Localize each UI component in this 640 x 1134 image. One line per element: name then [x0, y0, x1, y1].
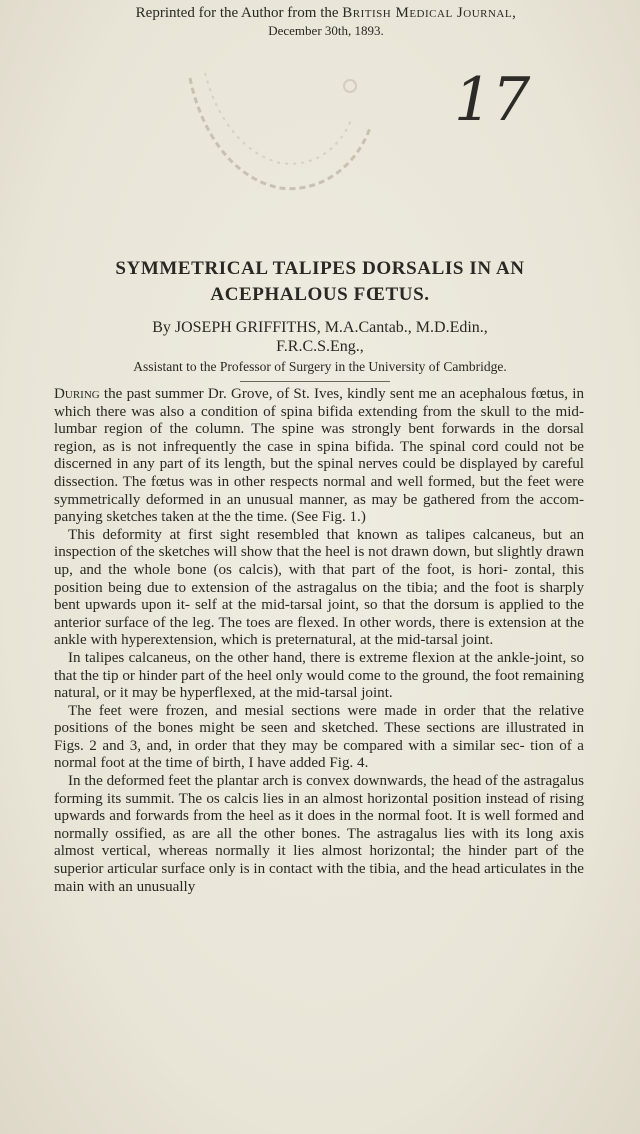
divider-rule	[240, 381, 390, 382]
handwritten-number	[452, 58, 531, 138]
paragraph-2: This deformity at first sight resembled that known as talipes calcaneus, but an inspection of the sketches will show that the heel is not drawn down, but slightly drawn up, and the whole bone (os calcis), with that part of the foot, is hori- zontal, this position being due to extension of the astragalus on the tibia; and the foot is sharply bent upwards upon it- self at the mid-tarsal joint, so that the dorsum is applied to the anterior surface of the leg. The toes are flexed. In other words, there is extension at the ankle with hyperextension, which is preternatural, at the mid-tarsal joint.	[54, 526, 584, 649]
paragraph-1-text: the past summer Dr. Grove, of St. Ives, kindly sent me an acephalous fœtus, in which there was also a condition of spina bifida extending from the skull to the mid-lumbar region of the column. The spine was strongly bent forwards in the dorsal region, as is not infrequently the case in spina bifida. The spinal cord could not be discerned in any part of its length, but the spinal nerves could be displayed by careful dissection. The fœtus was in other respects normal and well formed, but the feet were symmetrically deformed in an unusual manner, as may be gathered from the accom- panying sketches taken at the the time. (See Fig. 1.)	[54, 386, 584, 526]
paragraph-1-lead: During	[54, 386, 100, 402]
article-title-line-2: ACEPHALOUS FŒTUS.	[210, 284, 430, 305]
paragraph-5: In the deformed feet the plantar arch is convex downwards, the head of the astragalus forming its summit. The os calcis lies in an almost horizontal position instead of rising upwards and forwards from the heel as it does in the normal foot. It is well formed and normally ossified, as are all the other bones. The astragalus lies with its long axis almost vertical, whereas normally it lies almost horizontal; the hinder part of the superior articular surface only is in contact with the tibia, and the head articulates in the main with an unusually	[54, 773, 584, 895]
journal-name: British Medical Journal,	[342, 5, 517, 21]
article-title-line-1: SYMMETRICAL TALIPES DORSALIS IN AN	[115, 258, 525, 279]
author-affiliation: Assistant to the Professor of Surgery in the University of Cambridge.	[133, 359, 507, 374]
svg-text:17: 17	[454, 65, 531, 135]
article-body	[54, 386, 584, 1116]
paragraph-1	[54, 386, 584, 527]
author-line-2: F.R.C.S.Eng.,	[276, 338, 364, 355]
author-line-1: By JOSEPH GRIFFITHS, M.A.Cantab., M.D.Edin.,	[152, 319, 488, 336]
faded-library-stamp	[170, 58, 380, 198]
reprint-line: Reprinted for the Author from the	[135, 5, 339, 21]
reprint-notice	[56, 4, 596, 40]
paragraph-4: The feet were frozen, and mesial sections were made in order that the relative positions of the bones might be seen and sketched. These sections are illustrated in Figs. 2 and 3, and, in order that they may be compared with a similar sec- tion of a normal foot at the time of birth, I have added Fig. 4.	[54, 702, 584, 772]
paragraph-3: In talipes calcaneus, on the other hand, there is extreme flexion at the ankle-joint, so that the tip or hinder part of the heel only would come to the ground, the foot remaining natural, or it may be hyperflexed, at the mid-tarsal joint.	[54, 649, 584, 702]
publication-date: December 30th, 1893.	[268, 23, 384, 38]
